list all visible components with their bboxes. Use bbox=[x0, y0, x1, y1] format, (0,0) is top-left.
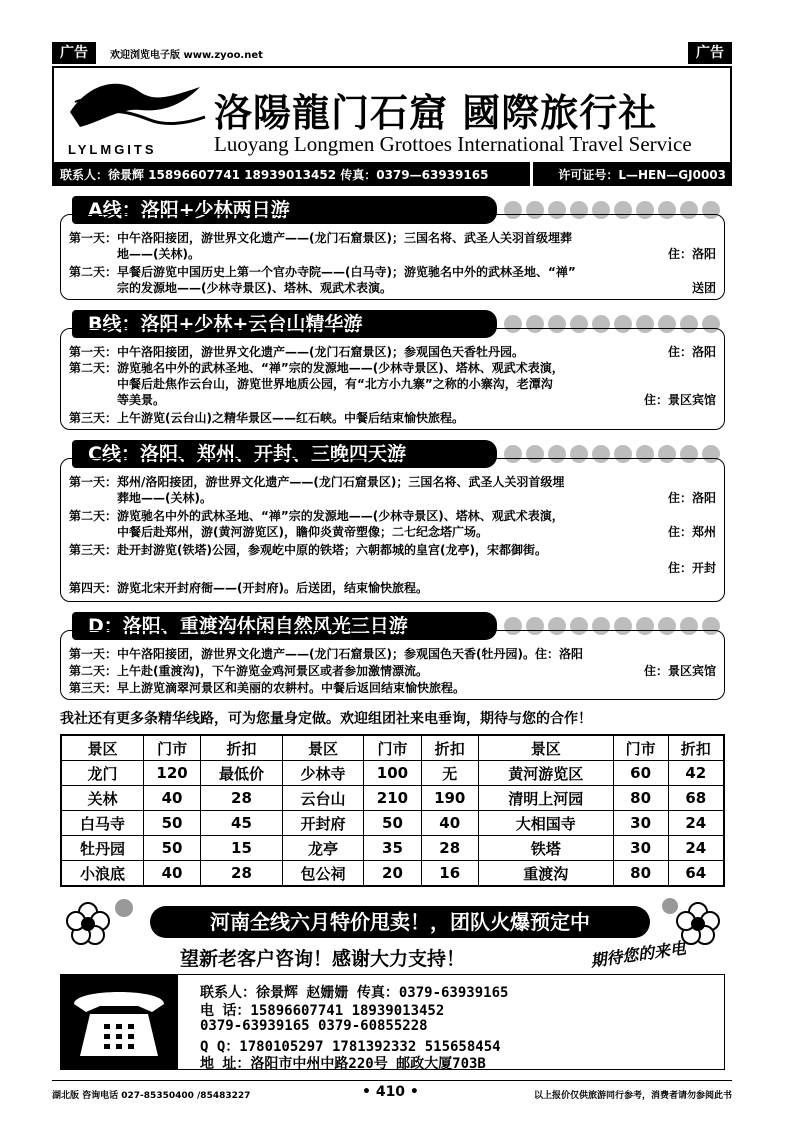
route-line: 第一天：中午洛阳接团，游世界文化遗产——(龙门石窟景区)；参观国色天香牡丹园。 bbox=[69, 345, 524, 359]
agency-header bbox=[52, 66, 732, 162]
route-stay: 住：洛阳 bbox=[667, 345, 716, 359]
route-line: 中餐后赴焦作云台山，游览世界地质公园，有“北方小九寨”之称的小寨沟，老潭沟 bbox=[69, 377, 553, 391]
footer-left: 湖北版 咨询电话 027-85350400 /85483227 bbox=[52, 1091, 251, 1101]
table-cell: 黄河游览区 bbox=[478, 761, 613, 786]
table-cell: 35 bbox=[364, 836, 421, 861]
route-a-box bbox=[60, 214, 725, 300]
route-b-box bbox=[60, 328, 725, 430]
table-cell: 30 bbox=[613, 811, 668, 836]
route-line: 第二天：游览驰名中外的武林圣地、“禅”宗的发源地——(少林寺景区)、塔林、观武术表演， bbox=[69, 361, 564, 375]
page-number: • 410 • bbox=[362, 1084, 419, 1100]
table-cell: 龙门 bbox=[61, 761, 143, 786]
table-header-cell: 门市 bbox=[364, 735, 421, 761]
footer-right: 以上报价仅供旅游同行参考，消费者请勿参阅此书 bbox=[533, 1091, 732, 1101]
route-stay: 住：洛阳 bbox=[667, 247, 716, 261]
table-cell: 190 bbox=[421, 786, 478, 811]
slogan: 望新老客户咨询！感谢大力支持！ bbox=[180, 948, 466, 970]
table-cell: 30 bbox=[613, 836, 668, 861]
table-cell: 最低价 bbox=[201, 761, 283, 786]
table-header-cell: 折扣 bbox=[668, 735, 724, 761]
table-cell: 16 bbox=[421, 861, 478, 887]
script-call-us: 期待您的来电 bbox=[589, 938, 688, 971]
table-cell: 28 bbox=[201, 786, 283, 811]
route-stay: 住：开封 bbox=[667, 561, 716, 575]
table-header-row bbox=[61, 735, 724, 761]
table-cell: 40 bbox=[143, 861, 200, 887]
route-stay: 住：景区宾馆 bbox=[643, 664, 716, 678]
table-cell: 210 bbox=[364, 786, 421, 811]
table-row bbox=[61, 836, 724, 861]
top-bar bbox=[52, 42, 732, 64]
table-header-cell: 门市 bbox=[143, 735, 200, 761]
table-cell: 大相国寺 bbox=[478, 811, 613, 836]
footer bbox=[52, 1084, 732, 1104]
logo-text: LYLMGITS bbox=[68, 142, 157, 157]
table-row bbox=[61, 861, 724, 887]
route-line: 第一天：郑州/洛阳接团，游世界文化遗产——(龙门石窟景区)；三国名将、武圣人关羽首级埋 bbox=[69, 475, 565, 489]
table-cell: 50 bbox=[143, 836, 200, 861]
table-cell: 28 bbox=[421, 836, 478, 861]
table-row bbox=[61, 811, 724, 836]
table-cell: 清明上河园 bbox=[478, 786, 613, 811]
table-cell: 开封府 bbox=[282, 811, 364, 836]
table-cell: 80 bbox=[613, 861, 668, 887]
table-cell: 少林寺 bbox=[282, 761, 364, 786]
route-stay: 住：郑州 bbox=[667, 525, 716, 539]
table-cell: 50 bbox=[364, 811, 421, 836]
route-stay: 住：洛阳 bbox=[667, 491, 716, 505]
ad-tag-right: 广告 bbox=[688, 42, 732, 64]
contact-line: Q Q：1780105297 1781392332 515658454 bbox=[200, 1039, 501, 1055]
route-line: 第二天：游览驰名中外的武林圣地、“禅”宗的发源地——(少林寺景区)、塔林、观武术表演， bbox=[69, 509, 564, 523]
divider bbox=[530, 162, 533, 186]
table-cell: 包公祠 bbox=[282, 861, 364, 887]
contact-line: 0379-63939165 0379-60855228 bbox=[200, 1018, 428, 1034]
table-cell: 100 bbox=[364, 761, 421, 786]
table-cell: 40 bbox=[143, 786, 200, 811]
agency-name-cn: 洛陽龍门石窟 國際旅行社 bbox=[214, 90, 658, 135]
contact-bar bbox=[52, 162, 732, 186]
route-line: 宗的发源地——(少林寺景区)、塔林、观武术表演。 bbox=[69, 281, 392, 295]
table-cell: 40 bbox=[421, 811, 478, 836]
ad-tag-left: 广告 bbox=[52, 42, 96, 64]
table-row bbox=[61, 786, 724, 811]
route-d-box bbox=[60, 630, 725, 700]
table-cell: 28 bbox=[201, 861, 283, 887]
route-stay: 住：景区宾馆 bbox=[643, 393, 716, 407]
agency-name-en: Luoyang Longmen Grottoes International Travel Service bbox=[214, 132, 692, 156]
table-header-cell: 景区 bbox=[282, 735, 364, 761]
contact-info: 联系人：徐景辉 15896607741 18939013452 传真：0379—63939165 bbox=[60, 168, 489, 182]
route-line: 第二天：早餐后游览中国历史上第一个官办寺院——(白马寺)；游览驰名中外的武林圣地、“禅” bbox=[69, 265, 576, 279]
route-line: 地——(关林)。 bbox=[69, 247, 200, 261]
contact-line: 联系人：徐景辉 赵姗姗 传真：0379-63939165 bbox=[200, 985, 509, 1001]
route-stay: 送团 bbox=[691, 281, 716, 295]
footer-rule bbox=[52, 1080, 732, 1081]
route-line: 中餐后赴郑州，游(黄河游览区)，瞻仰炎黄帝塑像；二七纪念塔广场。 bbox=[69, 525, 488, 539]
flower-left-icon bbox=[62, 894, 142, 950]
table-cell: 铁塔 bbox=[478, 836, 613, 861]
table-cell: 20 bbox=[364, 861, 421, 887]
flying-apsaras-logo-icon bbox=[60, 72, 210, 142]
welcome-text[interactable]: 欢迎浏览电子版 www.zyoo.net bbox=[110, 50, 263, 61]
table-cell: 68 bbox=[668, 786, 724, 811]
license-number: 许可证号：L—HEN—GJ0003 bbox=[558, 168, 726, 182]
route-line: 第一天：中午洛阳接团，游世界文化遗产——(龙门石窟景区)；三国名将、武圣人关羽首级埋葬 bbox=[69, 231, 572, 245]
price-table bbox=[60, 734, 725, 887]
more-routes-note: 我社还有更多条精华线路，可为您量身定做。欢迎组团社来电垂询，期待与您的合作！ bbox=[60, 711, 592, 727]
telephone-icon bbox=[60, 974, 178, 1070]
table-cell: 42 bbox=[668, 761, 724, 786]
table-cell: 云台山 bbox=[282, 786, 364, 811]
table-cell: 白马寺 bbox=[61, 811, 143, 836]
table-cell: 小浪底 bbox=[61, 861, 143, 887]
route-line: 第一天：中午洛阳接团，游世界文化遗产——(龙门石窟景区)；参观国色天香(牡丹园)。住：洛阳 bbox=[69, 647, 583, 661]
table-cell: 80 bbox=[613, 786, 668, 811]
promo-banner: 河南全线六月特价甩卖！，团队火爆预定中 bbox=[150, 906, 650, 938]
table-cell: 120 bbox=[143, 761, 200, 786]
route-line: 第三天：上午游览(云台山)之精华景区——红石峡。中餐后结束愉快旅程。 bbox=[69, 411, 464, 425]
table-cell: 牡丹园 bbox=[61, 836, 143, 861]
table-cell: 64 bbox=[668, 861, 724, 887]
route-line: 第三天：赴开封游览(铁塔)公园，参观屹中原的铁塔；六朝都城的皇宫(龙亭)，宋都御街。 bbox=[69, 543, 547, 557]
table-cell: 24 bbox=[668, 811, 724, 836]
table-cell: 重渡沟 bbox=[478, 861, 613, 887]
route-line: 第二天：上午赴(重渡沟)，下午游览金鸡河景区或者参加激情漂流。 bbox=[69, 664, 428, 678]
route-c-title: C线：洛阳、郑州、开封、三晚四天游 bbox=[72, 440, 497, 468]
table-cell: 45 bbox=[201, 811, 283, 836]
route-line: 等美景。 bbox=[69, 393, 166, 407]
table-header-cell: 景区 bbox=[61, 735, 143, 761]
table-cell: 24 bbox=[668, 836, 724, 861]
table-cell: 龙亭 bbox=[282, 836, 364, 861]
route-line: 葬地——(关林)。 bbox=[69, 491, 212, 505]
phone-panel bbox=[60, 974, 178, 1070]
contact-line: 地 址：洛阳市中州中路220号 邮政大厦703B bbox=[200, 1056, 486, 1072]
route-a-title: A线：洛阳+少林两日游 bbox=[72, 196, 497, 224]
table-header-cell: 景区 bbox=[478, 735, 613, 761]
route-line: 第三天：早上游览滴翠河景区和美丽的农耕村。中餐后返回结束愉快旅程。 bbox=[69, 681, 466, 695]
table-header-cell: 门市 bbox=[613, 735, 668, 761]
table-cell: 60 bbox=[613, 761, 668, 786]
table-header-cell: 折扣 bbox=[201, 735, 283, 761]
table-cell: 关林 bbox=[61, 786, 143, 811]
route-b-title: B线：洛阳+少林+云台山精华游 bbox=[72, 310, 497, 338]
route-d-title: D：洛阳、重渡沟休闲自然风光三日游 bbox=[72, 612, 497, 640]
table-row bbox=[61, 761, 724, 786]
table-header-cell: 折扣 bbox=[421, 735, 478, 761]
table-cell: 15 bbox=[201, 836, 283, 861]
table-cell: 无 bbox=[421, 761, 478, 786]
route-c-box bbox=[60, 458, 725, 602]
route-line: 第四天：游览北宋开封府衙——(开封府)。后送团，结束愉快旅程。 bbox=[69, 581, 428, 595]
table-cell: 50 bbox=[143, 811, 200, 836]
contact-line: 电 话：15896607741 18939013452 bbox=[200, 1003, 445, 1019]
